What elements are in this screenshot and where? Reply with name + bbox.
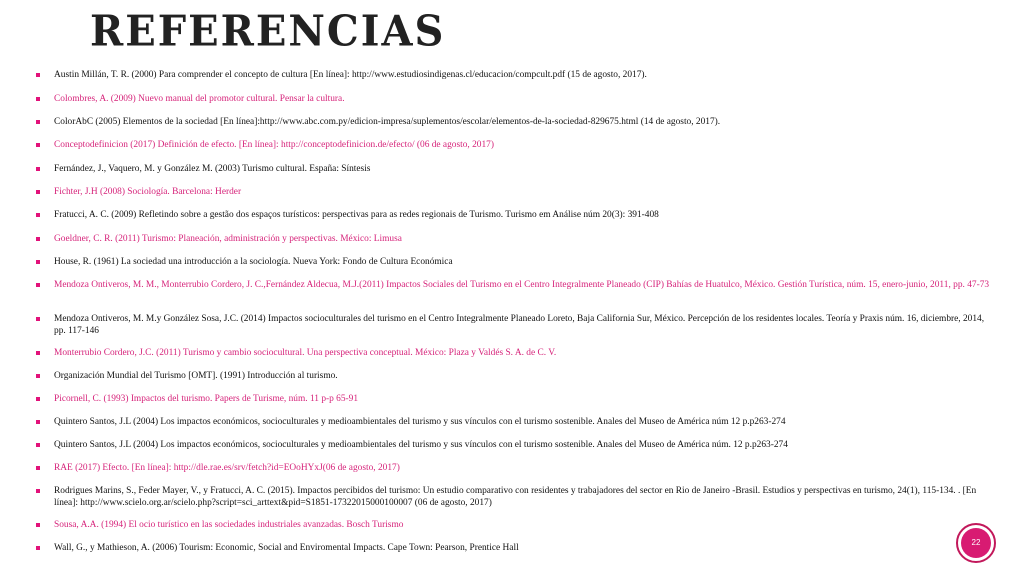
reference-item: Fichter, J.H (2008) Sociología. Barcelona: Herder bbox=[36, 187, 996, 199]
page-title: REFERENCIAS bbox=[90, 6, 446, 57]
bullet-icon bbox=[36, 213, 40, 217]
reference-item: Picornell, C. (1993) Impactos del turismo. Papers de Turisme, núm. 11 p-p 65-91 bbox=[36, 394, 996, 406]
reference-item: Mendoza Ontiveros, M. M.y González Sosa, J.C. (2014) Impactos socioculturales del turismo en el Centro Integralmente Planeado Loreto, Baja California Sur, México. Percepción de los residentes locales. Teoría y Praxis núm. 16, diciembre, 2014, pp. 117-146 bbox=[36, 314, 996, 337]
bullet-icon bbox=[36, 190, 40, 194]
bullet-icon bbox=[36, 97, 40, 101]
bullet-icon bbox=[36, 120, 40, 124]
bullet-icon bbox=[36, 237, 40, 241]
bullet-icon bbox=[36, 397, 40, 401]
bullet-icon bbox=[36, 283, 40, 287]
bullet-icon bbox=[36, 489, 40, 493]
reference-item: ColorAbC (2005) Elementos de la sociedad [En línea]:http://www.abc.com.py/edicion-impresa/suplementos/escolar/elementos-de-la-sociedad-829675.html (14 de agosto, 2017). bbox=[36, 117, 996, 129]
reference-item: Fratucci, A. C. (2009) Refletindo sobre a gestão dos espaços turísticos: perspectivas para as redes regionais de Turismo. Turismo em Análise núm 20(3): 391-408 bbox=[36, 210, 996, 222]
bullet-icon bbox=[36, 351, 40, 355]
reference-item: Colombres, A. (2009) Nuevo manual del promotor cultural. Pensar la cultura. bbox=[36, 94, 996, 106]
reference-item: Wall, G., y Mathieson, A. (2006) Tourism: Economic, Social and Enviromental Impacts. Cape Town: Pearson, Prentice Hall bbox=[36, 543, 996, 555]
bullet-icon bbox=[36, 466, 40, 470]
reference-item: Fernández, J., Vaquero, M. y González M. (2003) Turismo cultural. España: Síntesis bbox=[36, 164, 996, 176]
bullet-icon bbox=[36, 143, 40, 147]
bullet-icon bbox=[36, 317, 40, 321]
bullet-icon bbox=[36, 167, 40, 171]
reference-item: Quintero Santos, J.L (2004) Los impactos económicos, socioculturales y medioambientales del turismo y sus vínculos con el turismo sostenible. Anales del Museo de América núm. 12 p.p263-274 bbox=[36, 440, 996, 452]
page-number-circle bbox=[961, 528, 991, 558]
bullet-icon bbox=[36, 374, 40, 378]
bullet-icon bbox=[36, 443, 40, 447]
reference-item: Austin Millán, T. R. (2000) Para comprender el concepto de cultura [En línea]: http://www.estudiosindigenas.cl/educacion/compcult.pdf (15 de agosto, 2017). bbox=[36, 70, 996, 82]
reference-item: Sousa, A.A. (1994) El ocio turístico en las sociedades industriales avanzadas. Bosch Turismo bbox=[36, 520, 996, 532]
reference-item: Monterrubio Cordero, J.C. (2011) Turismo y cambio sociocultural. Una perspectiva conceptual. México: Plaza y Valdés S. A. de C. V. bbox=[36, 348, 996, 360]
page-number: 22 bbox=[971, 538, 981, 547]
bullet-icon bbox=[36, 523, 40, 527]
reference-item: Mendoza Ontiveros, M. M., Monterrubio Cordero, J. C.,Fernández Aldecua, M.J.(2011) Impactos Sociales del Turismo en el Centro Integralmente Planeado (CIP) Bahías de Huatulco, México. Gestión Turística, núm. 15, enero-junio, 2011, pp. 47-73 bbox=[36, 280, 996, 292]
reference-item: Quintero Santos, J.L (2004) Los impactos económicos, socioculturales y medioambientales del turismo y sus vínculos con el turismo sostenible. Anales del Museo de América núm 12 p.p263-274 bbox=[36, 417, 996, 429]
reference-item: Conceptodefinicion (2017) Definición de efecto. [En línea]: http://conceptodefinicion.de/efecto/ (06 de agosto, 2017) bbox=[36, 140, 996, 152]
bullet-icon bbox=[36, 73, 40, 77]
reference-item: Organización Mundial del Turismo [OMT]. (1991) Introducción al turismo. bbox=[36, 371, 996, 383]
reference-item: RAE (2017) Efecto. [En línea]: http://dle.rae.es/srv/fetch?id=EOoHYxJ(06 de agosto, 2017) bbox=[36, 463, 996, 475]
reference-item: Rodrigues Marins, S., Feder Mayer, V., y Fratucci, A. C. (2015). Impactos percibidos del turismo: Un estudio comparativo con residentes y trabajadores del sector en Rio de Janeiro -Brasil. Estudios y perspectivas en turismo, 24(1), 115-134. . [En línea]: http://www.scielo.org.ar/scielo.php?script=sci_arttext&pid=S1851-17322015000100007 (06 de agosto, 2017) bbox=[36, 486, 996, 509]
reference-item: House, R. (1961) La sociedad una introducción a la sociología. Nueva York: Fondo de Cultura Económica bbox=[36, 257, 996, 269]
bullet-icon bbox=[36, 420, 40, 424]
bullet-icon bbox=[36, 546, 40, 550]
bullet-icon bbox=[36, 260, 40, 264]
reference-item: Goeldner, C. R. (2011) Turismo: Planeación, administración y perspectivas. México: Limusa bbox=[36, 234, 996, 246]
page-number-badge bbox=[956, 523, 996, 563]
